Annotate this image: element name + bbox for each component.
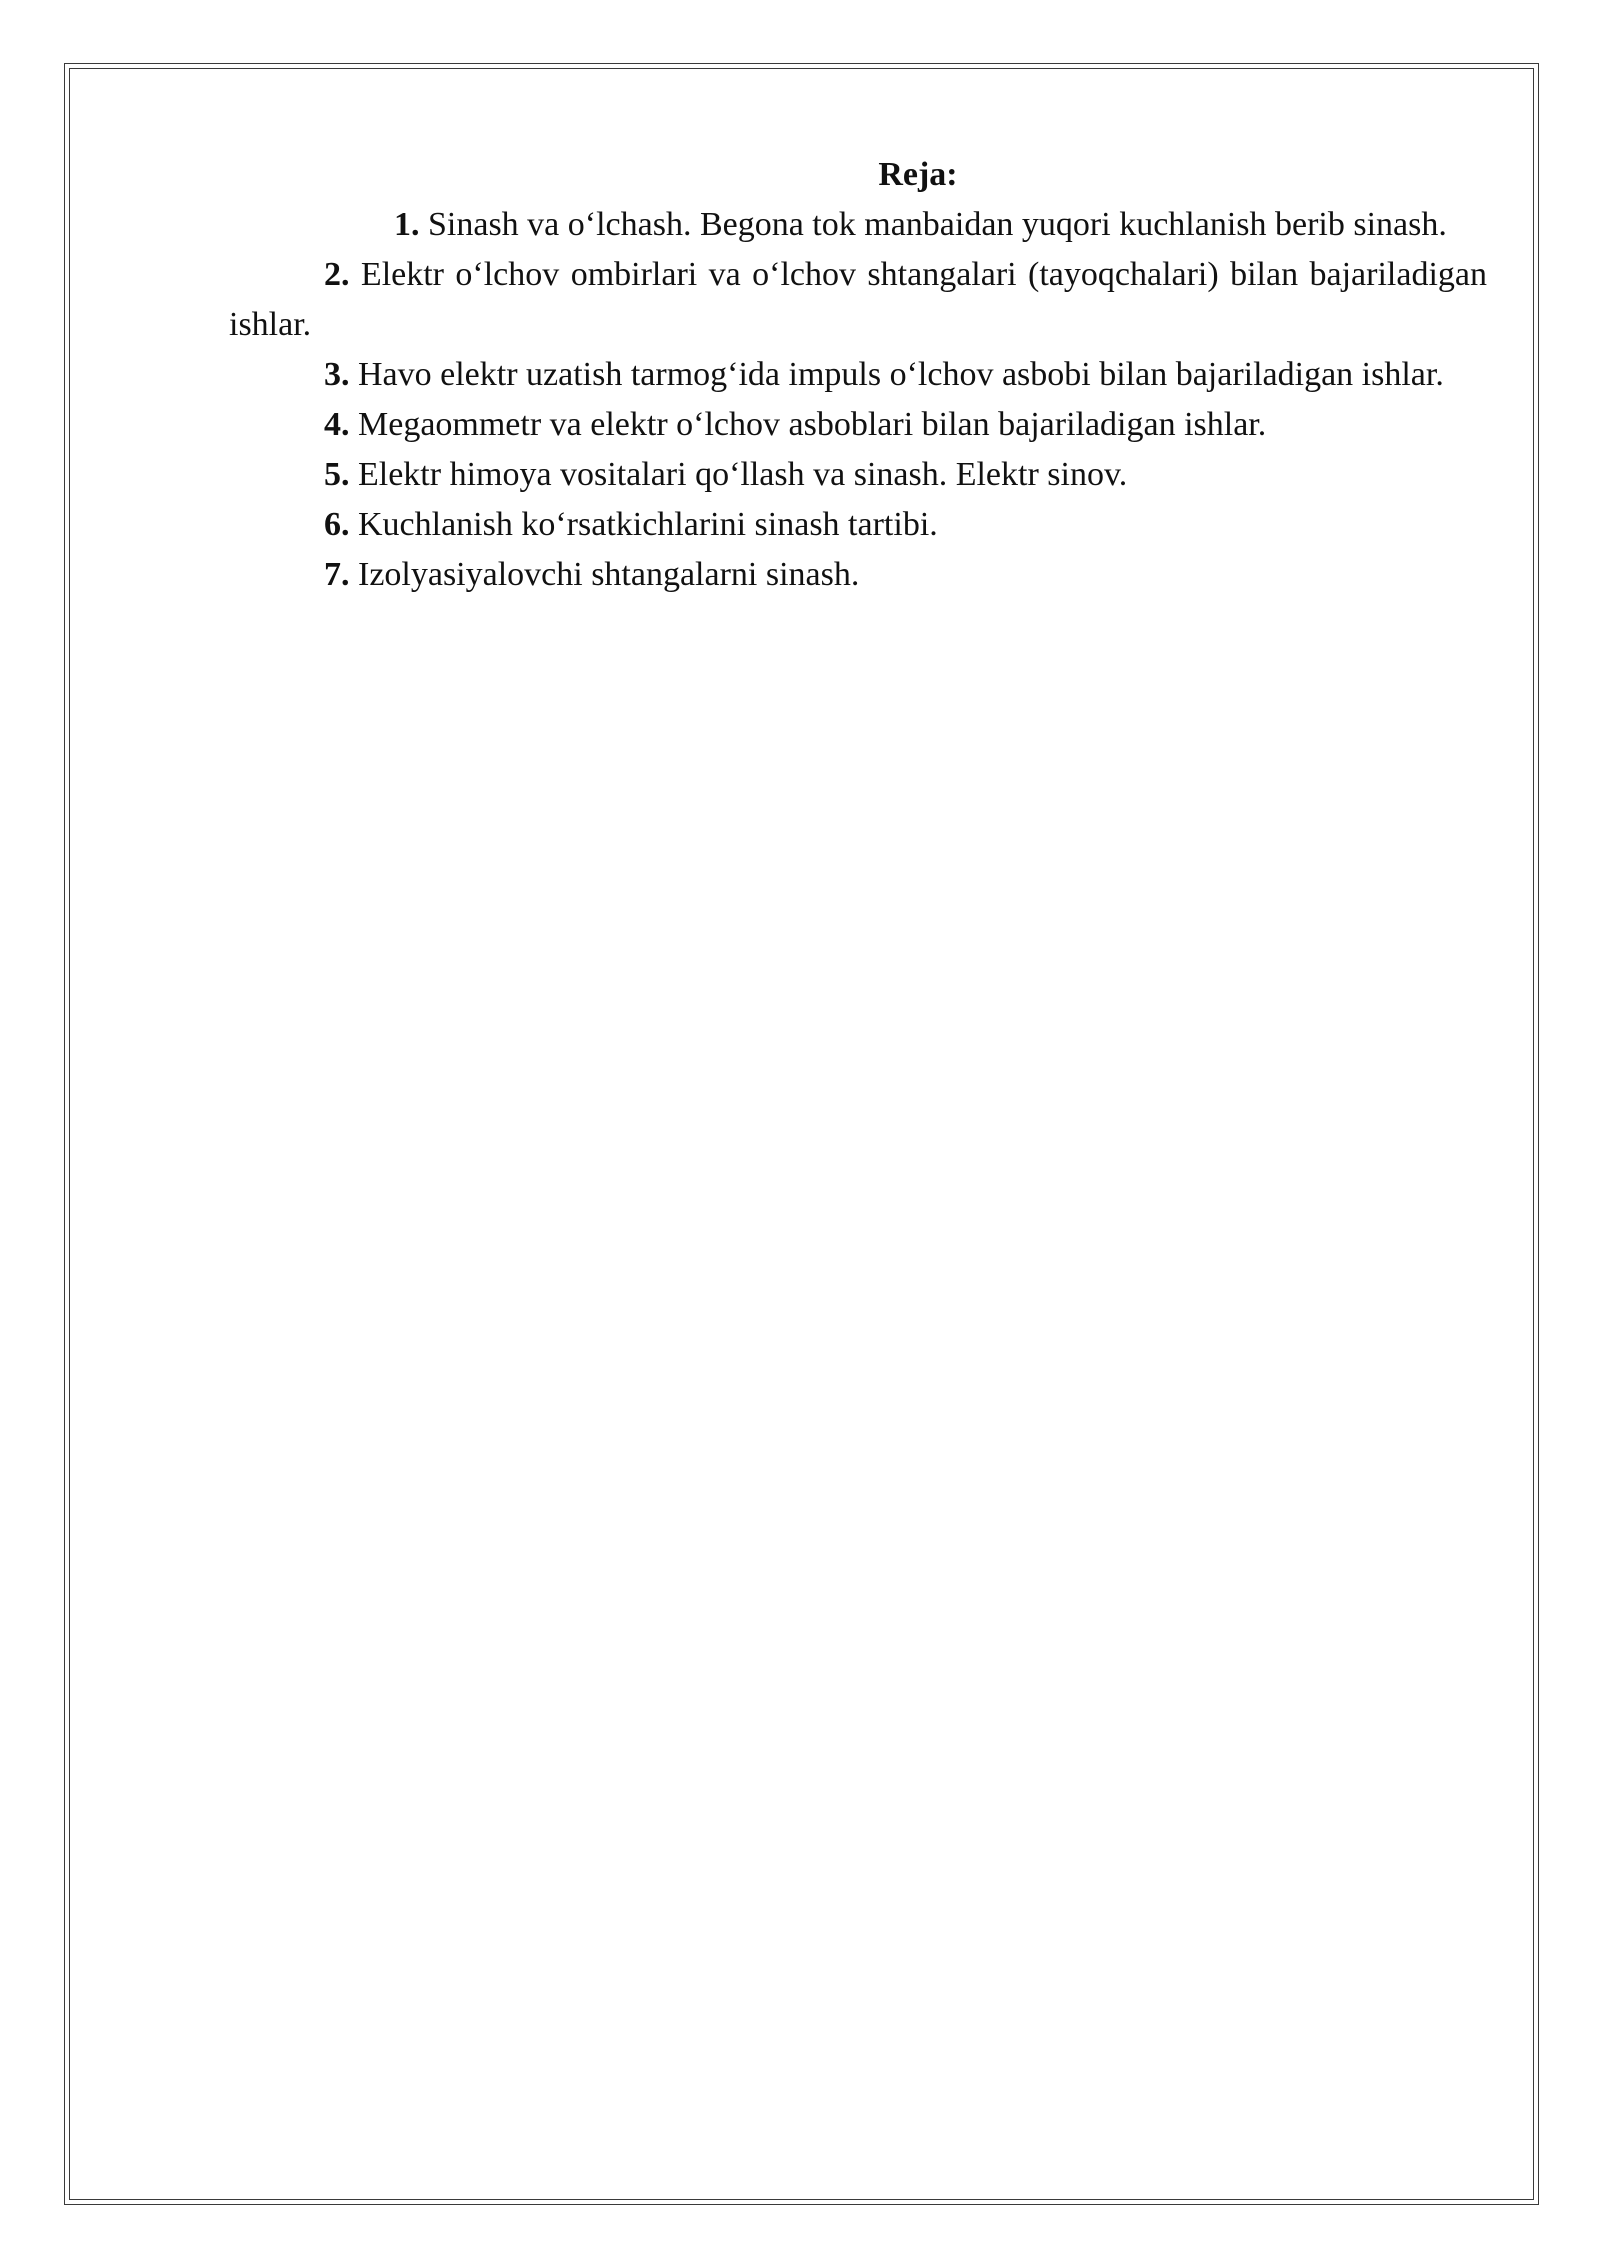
item-text: Havo elektr uzatish tarmog‘ida impuls o‘lchov asbobi bilan bajariladigan ishlar.	[358, 356, 1444, 393]
item-number: 2.	[324, 256, 350, 293]
list-item	[229, 550, 1487, 600]
item-text: Elektr o‘lchov ombirlari va o‘lchov shtangalari (tayoqchalari) bilan bajariladigan ishlar.	[229, 256, 1487, 343]
item-number: 1.	[394, 206, 420, 243]
item-text: Megaommetr va elektr o‘lchov asboblari bilan bajariladigan ishlar.	[358, 406, 1267, 443]
list-item	[229, 500, 1487, 550]
document-body	[229, 150, 1487, 600]
item-number: 6.	[324, 506, 350, 543]
page-title: Reja:	[878, 156, 958, 193]
item-number: 3.	[324, 356, 350, 393]
item-number: 4.	[324, 406, 350, 443]
list-item	[229, 450, 1487, 500]
item-text: Izolyasiyalovchi shtangalarni sinash.	[358, 556, 860, 593]
item-text: Elektr himoya vositalari qo‘llash va sinash. Elektr sinov.	[358, 456, 1128, 493]
item-number: 5.	[324, 456, 350, 493]
list-item	[229, 400, 1487, 450]
item-text: Kuchlanish ko‘rsatkichlarini sinash tartibi.	[358, 506, 938, 543]
item-text: Sinash va o‘lchash. Begona tok manbaidan yuqori kuchlanish berib sinash.	[428, 206, 1447, 243]
item-number: 7.	[324, 556, 350, 593]
list-item	[229, 350, 1487, 400]
list-item	[229, 250, 1487, 350]
list-item	[229, 200, 1487, 250]
